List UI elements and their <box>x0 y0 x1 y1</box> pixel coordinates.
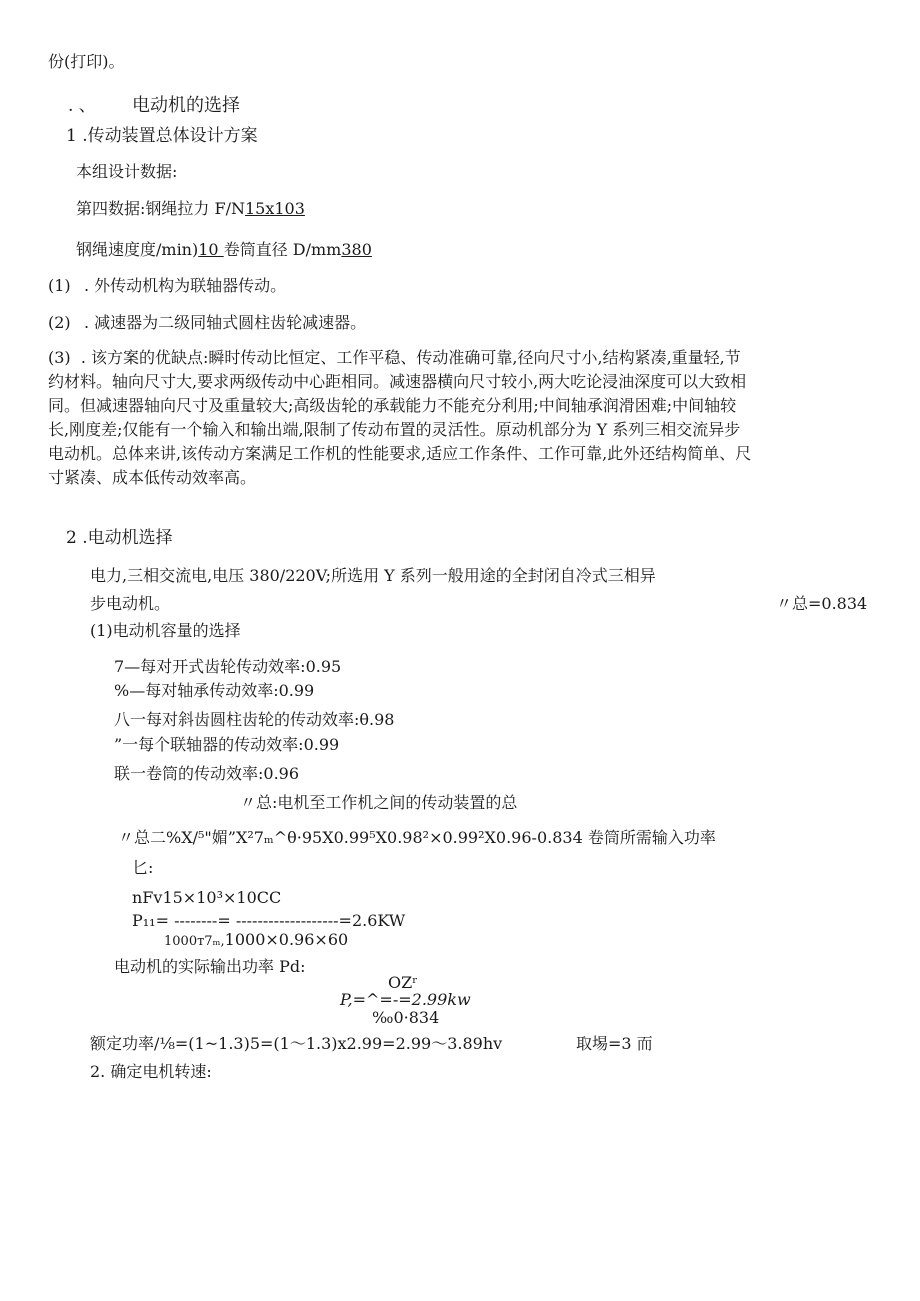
rated-power-formula: 额定功率/⅛=(1~1.3)5=(1～1.3)x2.99=2.99～3.89hv <box>90 1034 503 1053</box>
item2-title: 2 .电动机选择 <box>66 528 173 548</box>
drum-power-denominator-b: 1000×0.96×60 <box>224 930 349 949</box>
item1-title: 1 .传动装置总体设计方案 <box>66 126 258 146</box>
rated-power-selection: 取埸=3 而 <box>576 1034 653 1053</box>
data-row-2 <box>76 240 372 260</box>
section-title: 电动机的选择 <box>132 95 240 116</box>
actual-power-label: 电动机的实际输出功率 Pd: <box>114 957 306 976</box>
power-supply-line-2: 步电动机。 <box>90 594 171 613</box>
rope-tension-label: 第四数据:钢绳拉力 F/N <box>76 199 245 218</box>
efficiency-coupling: ”一每个联轴器的传动效率:0.99 <box>114 735 340 754</box>
drum-diameter-label: 卷筒直径 D/mm <box>223 240 342 259</box>
pd-numerator: OZʳ <box>388 973 418 992</box>
point-1-number: (1) <box>48 276 71 295</box>
pd-equation: P,=^=-=2.99kw <box>340 990 471 1009</box>
capacity-subtitle: (1)电动机容量的选择 <box>90 621 241 640</box>
efficiency-drum: 联一卷筒的传动效率:0.96 <box>114 764 300 783</box>
efficiency-open-gear: 7—每对开式齿轮传动效率:0.95 <box>114 657 342 676</box>
drum-power-denominator <box>164 930 348 952</box>
rope-tension-value: 15x103 <box>244 199 305 218</box>
drum-power-numerator: nFv15×10³×10CC <box>132 888 282 907</box>
data-row-1 <box>76 199 305 219</box>
point-2-number: (2) <box>48 313 71 332</box>
pd-denominator: ‰0·834 <box>372 1008 440 1027</box>
total-efficiency-note: 〃总=0.834 <box>776 594 868 613</box>
rope-speed-label: 钢绳速度度/min) <box>76 240 199 259</box>
point-1-text: . 外传动机构为联轴器传动。 <box>84 276 287 295</box>
total-efficiency-definition: 〃总:电机至工作机之间的传动装置的总 <box>240 793 518 812</box>
drum-power-equation: P₁₁= --------= -------------------=2.6KW <box>132 911 406 930</box>
drum-power-symbol: 匕: <box>132 858 154 877</box>
power-supply-line-1: 电力,三相交流电,电压 380/220V;所选用 Y 系列一般用途的全封闭自冷式三相异 <box>90 566 656 585</box>
top-fragment: 份(打印)。 <box>48 52 125 71</box>
section-number: . 、 <box>68 96 96 116</box>
drum-diameter-value: 380 <box>341 240 372 259</box>
drum-power-denominator-a: 1000т7ₘ, <box>164 934 225 949</box>
point-3-text: . 该方案的优缺点:瞬时传动比恒定、工作平稳、传动准确可靠,径向尺寸小,结构紧凑,重量轻,节约材料。轴向尺寸大,要求两级传动中心距相同。减速器横向尺寸较小,两大吃论浸油深度可以大致相同。但减速器轴向尺寸及重量较大;高级齿轮的承载能力不能充分利用;中间轴承润滑困难;中间轴较长,刚度差;仅能有一个输入和输出端,限制了传动布置的灵活性。原动机部分为 Y 系列三相交流异步电动机。总体来讲,该传动方案满足工作机的性能要求,适应工作条件、工作可靠,此外还结构简单、尺寸紧凑、成本低传动效率高。 <box>48 348 752 487</box>
total-efficiency-formula: 〃总二%X/⁵"媚”X²7ₘ^θ·95X0.99⁵X0.98²×0.99²X0.96-0.834 卷筒所需输入功率 <box>118 828 716 847</box>
efficiency-bearing: %—每对轴承传动效率:0.99 <box>114 681 315 700</box>
point-3-paragraph <box>48 346 753 490</box>
motor-speed-heading: 2. 确定电机转速: <box>90 1062 212 1081</box>
point-3-number: (3) <box>48 348 71 367</box>
efficiency-helical-gear: 八一每对斜齿圆柱齿轮的传动效率:θ.98 <box>114 710 395 729</box>
point-2-text: . 减速器为二级同轴式圆柱齿轮减速器。 <box>84 313 367 332</box>
rope-speed-value: 10 <box>198 240 224 259</box>
data-intro: 本组设计数据: <box>76 162 178 181</box>
